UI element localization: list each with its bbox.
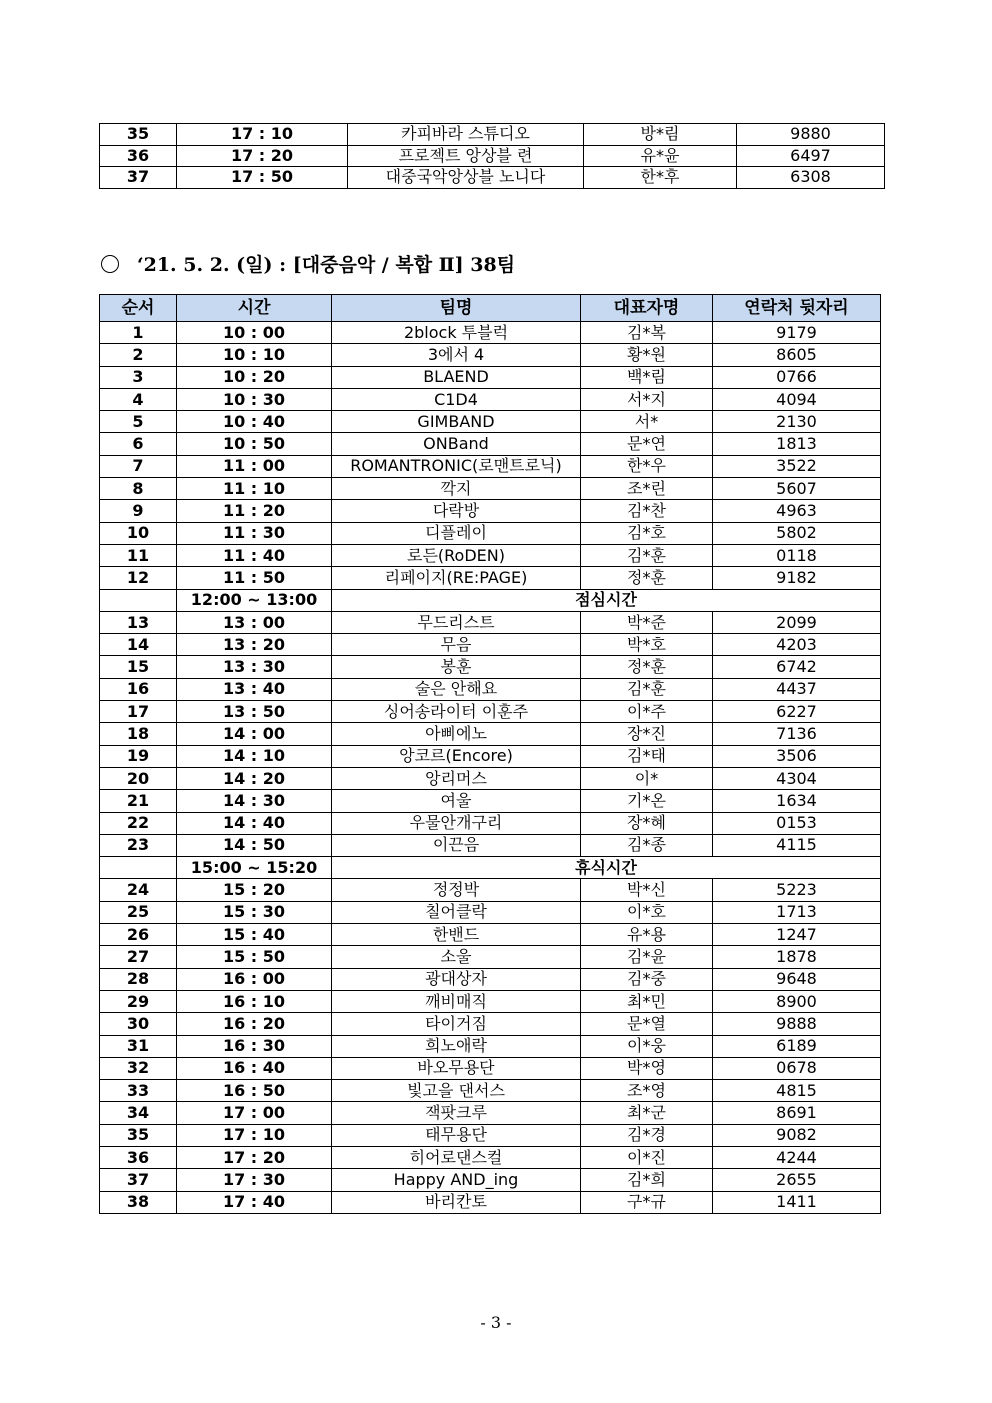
contact-cell: 0118 <box>713 544 881 566</box>
team-name-cell: 태무용단 <box>332 1124 581 1146</box>
table-row <box>100 745 881 767</box>
table-row <box>100 522 881 544</box>
order-cell: 20 <box>100 767 177 789</box>
table-row <box>100 167 885 189</box>
time-cell: 16 : 10 <box>177 990 332 1012</box>
order-cell: 38 <box>100 1191 177 1213</box>
time-cell: 17 : 10 <box>177 1124 332 1146</box>
team-name-cell: BLAEND <box>332 366 581 388</box>
order-cell: 13 <box>100 611 177 633</box>
contact-cell: 3522 <box>713 455 881 477</box>
team-name-cell: 소울 <box>332 946 581 968</box>
contact-cell: 4963 <box>713 500 881 522</box>
time-cell: 14 : 00 <box>177 723 332 745</box>
table-row <box>100 366 881 388</box>
team-name-cell: 로든(RoDEN) <box>332 544 581 566</box>
table-row <box>100 924 881 946</box>
team-name-cell: 빛고을 댄서스 <box>332 1080 581 1102</box>
order-cell: 12 <box>100 567 177 589</box>
contact-cell: 4244 <box>713 1146 881 1168</box>
order-cell: 27 <box>100 946 177 968</box>
table-row <box>100 1191 881 1213</box>
representative-cell: 박*호 <box>581 634 713 656</box>
table-row <box>100 388 881 410</box>
table-row <box>100 767 881 789</box>
representative-cell: 기*온 <box>581 790 713 812</box>
order-cell: 10 <box>100 522 177 544</box>
order-cell: 21 <box>100 790 177 812</box>
time-cell: 13 : 00 <box>177 611 332 633</box>
representative-cell: 장*진 <box>581 723 713 745</box>
section-heading-text: ‘21. 5. 2. (일) : [대중음악 / 복합 Ⅱ] 38팀 <box>137 254 516 276</box>
order-cell: 37 <box>100 167 177 189</box>
team-name-cell: 대중국악앙상블 노니다 <box>348 167 584 189</box>
team-name-cell: 3에서 4 <box>332 344 581 366</box>
representative-cell: 이*진 <box>581 1146 713 1168</box>
time-cell: 16 : 30 <box>177 1035 332 1057</box>
contact-cell: 1813 <box>713 433 881 455</box>
order-cell: 35 <box>100 1124 177 1146</box>
team-name-cell: 잭팟크루 <box>332 1102 581 1124</box>
team-name-cell: 싱어송라이터 이훈주 <box>332 701 581 723</box>
table-row <box>100 567 881 589</box>
table-row <box>100 723 881 745</box>
representative-cell: 서* <box>581 411 713 433</box>
team-name-cell: ROMANTRONIC(로맨트로닉) <box>332 455 581 477</box>
team-name-cell: 아삐에노 <box>332 723 581 745</box>
contact-cell: 8691 <box>713 1102 881 1124</box>
time-cell: 13 : 20 <box>177 634 332 656</box>
time-cell: 10 : 40 <box>177 411 332 433</box>
previous-schedule-table <box>99 123 885 189</box>
team-name-cell: 깨비매직 <box>332 990 581 1012</box>
representative-cell: 김*태 <box>581 745 713 767</box>
order-cell: 9 <box>100 500 177 522</box>
table-row <box>100 1057 881 1079</box>
table-row <box>100 701 881 723</box>
contact-cell: 6227 <box>713 701 881 723</box>
order-cell: 36 <box>100 1146 177 1168</box>
time-cell: 10 : 50 <box>177 433 332 455</box>
time-cell: 10 : 30 <box>177 388 332 410</box>
contact-cell: 7136 <box>713 723 881 745</box>
order-cell: 33 <box>100 1080 177 1102</box>
contact-cell: 8605 <box>713 344 881 366</box>
contact-cell: 1878 <box>713 946 881 968</box>
table-row <box>100 812 881 834</box>
order-cell: 6 <box>100 433 177 455</box>
section-heading <box>99 250 515 277</box>
contact-cell: 9880 <box>737 124 885 146</box>
time-cell: 14 : 20 <box>177 767 332 789</box>
contact-cell: 5607 <box>713 478 881 500</box>
team-name-cell: 무드리스트 <box>332 611 581 633</box>
break-row <box>100 589 881 611</box>
time-cell: 11 : 50 <box>177 567 332 589</box>
order-cell: 17 <box>100 701 177 723</box>
order-cell: 5 <box>100 411 177 433</box>
time-cell: 10 : 10 <box>177 344 332 366</box>
team-name-cell: 다락방 <box>332 500 581 522</box>
schedule-table-body <box>100 322 881 1214</box>
representative-cell: 문*열 <box>581 1013 713 1035</box>
time-cell: 14 : 10 <box>177 745 332 767</box>
order-cell: 22 <box>100 812 177 834</box>
order-cell: 30 <box>100 1013 177 1035</box>
table-row <box>100 478 881 500</box>
representative-cell: 김*종 <box>581 834 713 856</box>
representative-cell: 방*림 <box>584 124 737 146</box>
contact-cell: 4815 <box>713 1080 881 1102</box>
order-cell: 36 <box>100 145 177 167</box>
representative-cell: 이*웅 <box>581 1035 713 1057</box>
order-cell: 18 <box>100 723 177 745</box>
team-name-cell: 무음 <box>332 634 581 656</box>
time-cell: 11 : 40 <box>177 544 332 566</box>
time-cell: 16 : 20 <box>177 1013 332 1035</box>
team-name-cell: 카피바라 스튜디오 <box>348 124 584 146</box>
order-cell: 16 <box>100 678 177 700</box>
table-row <box>100 879 881 901</box>
representative-cell: 이* <box>581 767 713 789</box>
representative-cell: 최*군 <box>581 1102 713 1124</box>
contact-cell: 0766 <box>713 366 881 388</box>
representative-cell: 김*희 <box>581 1169 713 1191</box>
contact-cell: 6497 <box>737 145 885 167</box>
order-cell: 14 <box>100 634 177 656</box>
table-row <box>100 1102 881 1124</box>
contact-cell: 0678 <box>713 1057 881 1079</box>
circle-bullet-icon <box>101 255 119 273</box>
team-name-cell: 앙코르(Encore) <box>332 745 581 767</box>
time-cell: 14 : 30 <box>177 790 332 812</box>
representative-cell: 장*혜 <box>581 812 713 834</box>
break-row <box>100 857 881 879</box>
contact-cell: 9179 <box>713 322 881 344</box>
order-cell: 32 <box>100 1057 177 1079</box>
order-cell: 34 <box>100 1102 177 1124</box>
contact-cell: 1634 <box>713 790 881 812</box>
team-name-cell: 히어로댄스컬 <box>332 1146 581 1168</box>
representative-cell: 박*영 <box>581 1057 713 1079</box>
table-row <box>100 901 881 923</box>
order-cell: 28 <box>100 968 177 990</box>
time-cell: 11 : 00 <box>177 455 332 477</box>
table-row <box>100 411 881 433</box>
representative-cell: 백*림 <box>581 366 713 388</box>
contact-cell: 4304 <box>713 767 881 789</box>
contact-cell: 9648 <box>713 968 881 990</box>
table-row <box>100 145 885 167</box>
representative-cell: 정*훈 <box>581 567 713 589</box>
time-cell: 17 : 30 <box>177 1169 332 1191</box>
team-name-cell: 정정박 <box>332 879 581 901</box>
table-row <box>100 1013 881 1035</box>
team-name-cell: 깍지 <box>332 478 581 500</box>
order-cell: 8 <box>100 478 177 500</box>
time-cell: 14 : 40 <box>177 812 332 834</box>
contact-cell: 6189 <box>713 1035 881 1057</box>
schedule-table-header <box>100 295 881 322</box>
team-name-cell: 이끈음 <box>332 834 581 856</box>
representative-cell: 조*영 <box>581 1080 713 1102</box>
team-name-cell: 칠어클락 <box>332 901 581 923</box>
representative-cell: 조*린 <box>581 478 713 500</box>
time-cell: 13 : 30 <box>177 656 332 678</box>
time-cell: 17 : 00 <box>177 1102 332 1124</box>
time-cell: 16 : 50 <box>177 1080 332 1102</box>
time-cell: 15 : 40 <box>177 924 332 946</box>
contact-cell: 9082 <box>713 1124 881 1146</box>
representative-cell: 김*윤 <box>581 946 713 968</box>
header-order: 순서 <box>100 295 177 322</box>
contact-cell: 8900 <box>713 990 881 1012</box>
contact-cell: 4203 <box>713 634 881 656</box>
representative-cell: 김*복 <box>581 322 713 344</box>
team-name-cell: 여울 <box>332 790 581 812</box>
team-name-cell: 2block 투블럭 <box>332 322 581 344</box>
representative-cell: 정*훈 <box>581 656 713 678</box>
table-row <box>100 678 881 700</box>
order-cell: 24 <box>100 879 177 901</box>
contact-cell: 1713 <box>713 901 881 923</box>
representative-cell: 김*훈 <box>581 544 713 566</box>
representative-cell: 김*호 <box>581 522 713 544</box>
order-cell: 1 <box>100 322 177 344</box>
contact-cell: 6308 <box>737 167 885 189</box>
team-name-cell: ONBand <box>332 433 581 455</box>
representative-cell: 이*호 <box>581 901 713 923</box>
contact-cell: 2655 <box>713 1169 881 1191</box>
table-row <box>100 124 885 146</box>
contact-cell: 1247 <box>713 924 881 946</box>
time-cell: 10 : 20 <box>177 366 332 388</box>
order-cell: 11 <box>100 544 177 566</box>
time-cell: 14 : 50 <box>177 834 332 856</box>
table-row <box>100 433 881 455</box>
table-row <box>100 455 881 477</box>
table-row <box>100 611 881 633</box>
order-cell: 31 <box>100 1035 177 1057</box>
header-time: 시간 <box>177 295 332 322</box>
time-cell: 10 : 00 <box>177 322 332 344</box>
time-cell: 17 : 20 <box>177 1146 332 1168</box>
team-name-cell: 술은 안해요 <box>332 678 581 700</box>
team-name-cell: 프로젝트 앙상블 련 <box>348 145 584 167</box>
order-cell: 26 <box>100 924 177 946</box>
team-name-cell: Happy AND_ing <box>332 1169 581 1191</box>
order-cell: 2 <box>100 344 177 366</box>
page-number: - 3 - <box>480 1313 512 1332</box>
empty-cell <box>100 589 177 611</box>
table-row <box>100 1124 881 1146</box>
time-cell: 17 : 50 <box>177 167 348 189</box>
time-cell: 17 : 20 <box>177 145 348 167</box>
representative-cell: 최*민 <box>581 990 713 1012</box>
contact-cell: 2099 <box>713 611 881 633</box>
table-row <box>100 790 881 812</box>
time-cell: 17 : 40 <box>177 1191 332 1213</box>
table-row <box>100 544 881 566</box>
team-name-cell: 앙리머스 <box>332 767 581 789</box>
table-row <box>100 1169 881 1191</box>
empty-cell <box>100 857 177 879</box>
representative-cell: 박*신 <box>581 879 713 901</box>
representative-cell: 김*경 <box>581 1124 713 1146</box>
order-cell: 37 <box>100 1169 177 1191</box>
contact-cell: 4115 <box>713 834 881 856</box>
representative-cell: 박*준 <box>581 611 713 633</box>
time-cell: 16 : 40 <box>177 1057 332 1079</box>
representative-cell: 서*지 <box>581 388 713 410</box>
header-team-name: 팀명 <box>332 295 581 322</box>
time-cell: 17 : 10 <box>177 124 348 146</box>
order-cell: 25 <box>100 901 177 923</box>
table-row <box>100 322 881 344</box>
representative-cell: 문*연 <box>581 433 713 455</box>
table-row <box>100 834 881 856</box>
break-time-cell: 12:00 ~ 13:00 <box>177 589 332 611</box>
team-name-cell: 희노애락 <box>332 1035 581 1057</box>
contact-cell: 9888 <box>713 1013 881 1035</box>
table-row <box>100 500 881 522</box>
time-cell: 16 : 00 <box>177 968 332 990</box>
header-representative: 대표자명 <box>581 295 713 322</box>
contact-cell: 5802 <box>713 522 881 544</box>
contact-cell: 2130 <box>713 411 881 433</box>
time-cell: 15 : 20 <box>177 879 332 901</box>
time-cell: 13 : 40 <box>177 678 332 700</box>
time-cell: 15 : 50 <box>177 946 332 968</box>
order-cell: 15 <box>100 656 177 678</box>
time-cell: 11 : 10 <box>177 478 332 500</box>
time-cell: 15 : 30 <box>177 901 332 923</box>
break-label-cell: 휴식시간 <box>332 857 881 879</box>
team-name-cell: 광대상자 <box>332 968 581 990</box>
previous-schedule-body <box>100 124 885 189</box>
header-row <box>100 295 881 322</box>
representative-cell: 구*규 <box>581 1191 713 1213</box>
table-row <box>100 344 881 366</box>
contact-cell: 5223 <box>713 879 881 901</box>
contact-cell: 1411 <box>713 1191 881 1213</box>
order-cell: 23 <box>100 834 177 856</box>
time-cell: 11 : 20 <box>177 500 332 522</box>
schedule-table <box>99 294 881 1214</box>
team-name-cell: 바리칸토 <box>332 1191 581 1213</box>
representative-cell: 김*중 <box>581 968 713 990</box>
team-name-cell: 바오무용단 <box>332 1057 581 1079</box>
order-cell: 7 <box>100 455 177 477</box>
table-row <box>100 634 881 656</box>
team-name-cell: 봉훈 <box>332 656 581 678</box>
contact-cell: 3506 <box>713 745 881 767</box>
order-cell: 3 <box>100 366 177 388</box>
table-row <box>100 990 881 1012</box>
representative-cell: 한*우 <box>581 455 713 477</box>
representative-cell: 황*원 <box>581 344 713 366</box>
contact-cell: 0153 <box>713 812 881 834</box>
team-name-cell: C1D4 <box>332 388 581 410</box>
order-cell: 29 <box>100 990 177 1012</box>
table-row <box>100 946 881 968</box>
order-cell: 19 <box>100 745 177 767</box>
table-row <box>100 1035 881 1057</box>
team-name-cell: 리페이지(RE:PAGE) <box>332 567 581 589</box>
break-time-cell: 15:00 ~ 15:20 <box>177 857 332 879</box>
table-row <box>100 1146 881 1168</box>
representative-cell: 한*후 <box>584 167 737 189</box>
representative-cell: 이*주 <box>581 701 713 723</box>
time-cell: 11 : 30 <box>177 522 332 544</box>
break-label-cell: 점심시간 <box>332 589 881 611</box>
contact-cell: 9182 <box>713 567 881 589</box>
contact-cell: 6742 <box>713 656 881 678</box>
team-name-cell: 한밴드 <box>332 924 581 946</box>
representative-cell: 유*용 <box>581 924 713 946</box>
order-cell: 35 <box>100 124 177 146</box>
table-row <box>100 968 881 990</box>
representative-cell: 김*훈 <box>581 678 713 700</box>
header-contact: 연락처 뒷자리 <box>713 295 881 322</box>
contact-cell: 4094 <box>713 388 881 410</box>
team-name-cell: 우물안개구리 <box>332 812 581 834</box>
team-name-cell: 타이거짐 <box>332 1013 581 1035</box>
representative-cell: 김*찬 <box>581 500 713 522</box>
time-cell: 13 : 50 <box>177 701 332 723</box>
team-name-cell: 디플레이 <box>332 522 581 544</box>
table-row <box>100 656 881 678</box>
order-cell: 4 <box>100 388 177 410</box>
team-name-cell: GIMBAND <box>332 411 581 433</box>
table-row <box>100 1080 881 1102</box>
representative-cell: 유*윤 <box>584 145 737 167</box>
contact-cell: 4437 <box>713 678 881 700</box>
